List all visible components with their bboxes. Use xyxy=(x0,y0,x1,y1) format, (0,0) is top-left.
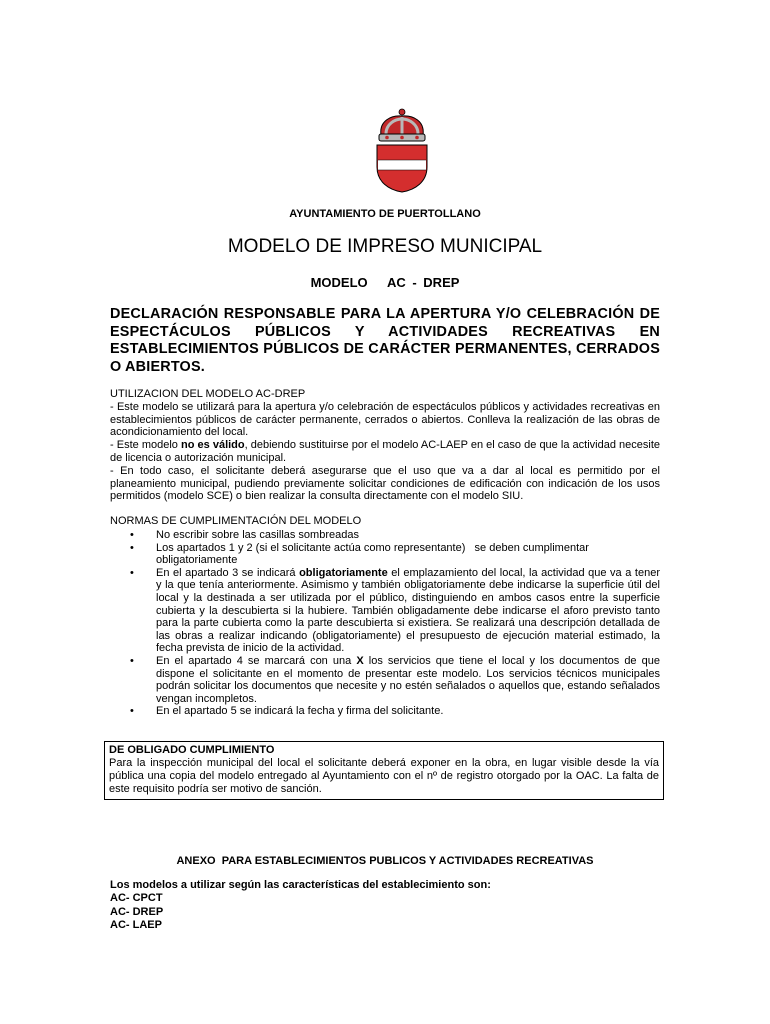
list-item-text: Los apartados 1 y 2 (si el solicitante actúa como representante) se deben cumplimentar obligatoriamente xyxy=(156,541,592,567)
list-item-text: En el apartado 5 se indicará la fecha y firma del solicitante. xyxy=(156,705,444,718)
annex-section xyxy=(110,879,491,932)
bullet-icon: • xyxy=(130,654,134,667)
model-code: MODELO AC - DREP xyxy=(310,275,460,290)
usage-paragraph xyxy=(110,439,660,465)
annex-title: ANEXO PARA ESTABLECIMIENTOS PUBLICOS Y ACTIVIDADES RECREATIVAS xyxy=(176,855,594,867)
declaration-title: DECLARACIÓN RESPONSABLE PARA LA APERTURA Y/O CELEBRACIÓN DE ESPECTÁCULOS PÚBLICOS Y ACTIVIDADES RECREATIVAS EN ESTABLECIMIENTOS PÚBLICOS DE CARÁCTER PERMANENTES, CERRADOS O ABIERTOS. xyxy=(110,306,660,375)
annex-model-item: AC- DREP xyxy=(110,905,164,918)
mandatory-notice-box xyxy=(104,741,664,800)
mandatory-text: Para la inspección municipal del local el solicitante deberá exponer en la obra, en lugar visible desde la vía pública una copia del modelo entregado al Ayuntamiento con el nº de registro otorgado por la OAC. La falta de este requisito podría ser motivo de sanción. xyxy=(109,757,659,795)
list-item xyxy=(130,705,660,718)
usage-paragraph: - Este modelo se utilizará para la apertura y/o celebración de espectáculos públicos y actividades recreativas en establecimientos públicos de carácter permanente, cerrados o abiertos. Conlleva la realización de las obras de acondicionamiento del local. xyxy=(110,400,660,439)
mandatory-heading: DE OBLIGADO CUMPLIMIENTO xyxy=(109,744,275,756)
list-item xyxy=(130,529,660,542)
coat-of-arms-icon xyxy=(373,107,431,193)
text-run: el emplazamiento del local, la actividad que va a tener y la que tenía anteriormente. Asimismo y también obligatoriamente debe indicarse la superficie útil del local y la destinada a ser utilizada por el público, distinguiendo en ambos casos entre la superficie cubierta y la descubierta si la hubiere. También obligadamente debe indicarse el aforo previsto tanto para la parte cubierta como la parte descubierta si existiera. Se realizará una descripción detallada de las obras a realizar indicando (obligatoriamente) el presupuesto de ejecución material estimado, la fecha prevista de inicio de la actividad. xyxy=(156,566,660,655)
text-run: - Este modelo xyxy=(110,439,181,452)
usage-paragraph: - En todo caso, el solicitante deberá asegurarse que el uso que va a dar al local es permitido por el planeamiento municipal, pudiendo previamente solicitar condiciones de edificación con indicación de los usos permitidos (modelo SCE) o bien realizar la consulta directamente con el modelo SIU. xyxy=(110,464,660,503)
annex-model-item: AC- CPCT xyxy=(110,892,163,905)
emphasis-text: obligatoriamente xyxy=(299,566,388,579)
bullet-icon: • xyxy=(130,566,134,579)
text-run: los servicios que tiene el local y los documentos de que dispone el solicitante en el momento de presentar este modelo. Los servicios técnicos municipales podrán solicitar los documentos que necesite y no estén señalados o aquellos que, estando señalados vengan incompletos. xyxy=(156,654,660,705)
annex-model-item: AC- LAEP xyxy=(110,918,162,931)
usage-heading: UTILIZACION DEL MODELO AC-DREP xyxy=(110,388,306,400)
bullet-icon: • xyxy=(130,529,134,541)
list-item xyxy=(130,567,660,655)
city-council-name: AYUNTAMIENTO DE PUERTOLLANO xyxy=(289,208,481,220)
bullet-icon: • xyxy=(130,541,134,554)
emphasis-text: no es válido xyxy=(181,439,245,452)
norms-list xyxy=(130,529,660,718)
emphasis-text: X xyxy=(356,654,364,667)
page-title: MODELO DE IMPRESO MUNICIPAL xyxy=(227,236,543,257)
list-item xyxy=(130,542,660,567)
annex-intro: Los modelos a utilizar según las características del establecimiento son: xyxy=(110,879,491,891)
list-item xyxy=(130,655,660,705)
text-run: En el apartado 4 se marcará con una xyxy=(156,654,357,667)
text-run: , debiendo sustituirse por el modelo AC-LAEP en el caso de que la actividad necesite de licencia o autorización municipal. xyxy=(110,439,660,464)
list-item-text: No escribir sobre las casillas sombreadas xyxy=(156,529,359,541)
usage-section xyxy=(110,388,660,503)
bullet-icon: • xyxy=(130,705,134,718)
norms-heading: NORMAS DE CUMPLIMENTACIÓN DEL MODELO xyxy=(110,515,362,527)
text-run: En el apartado 3 se indicará xyxy=(156,566,300,579)
